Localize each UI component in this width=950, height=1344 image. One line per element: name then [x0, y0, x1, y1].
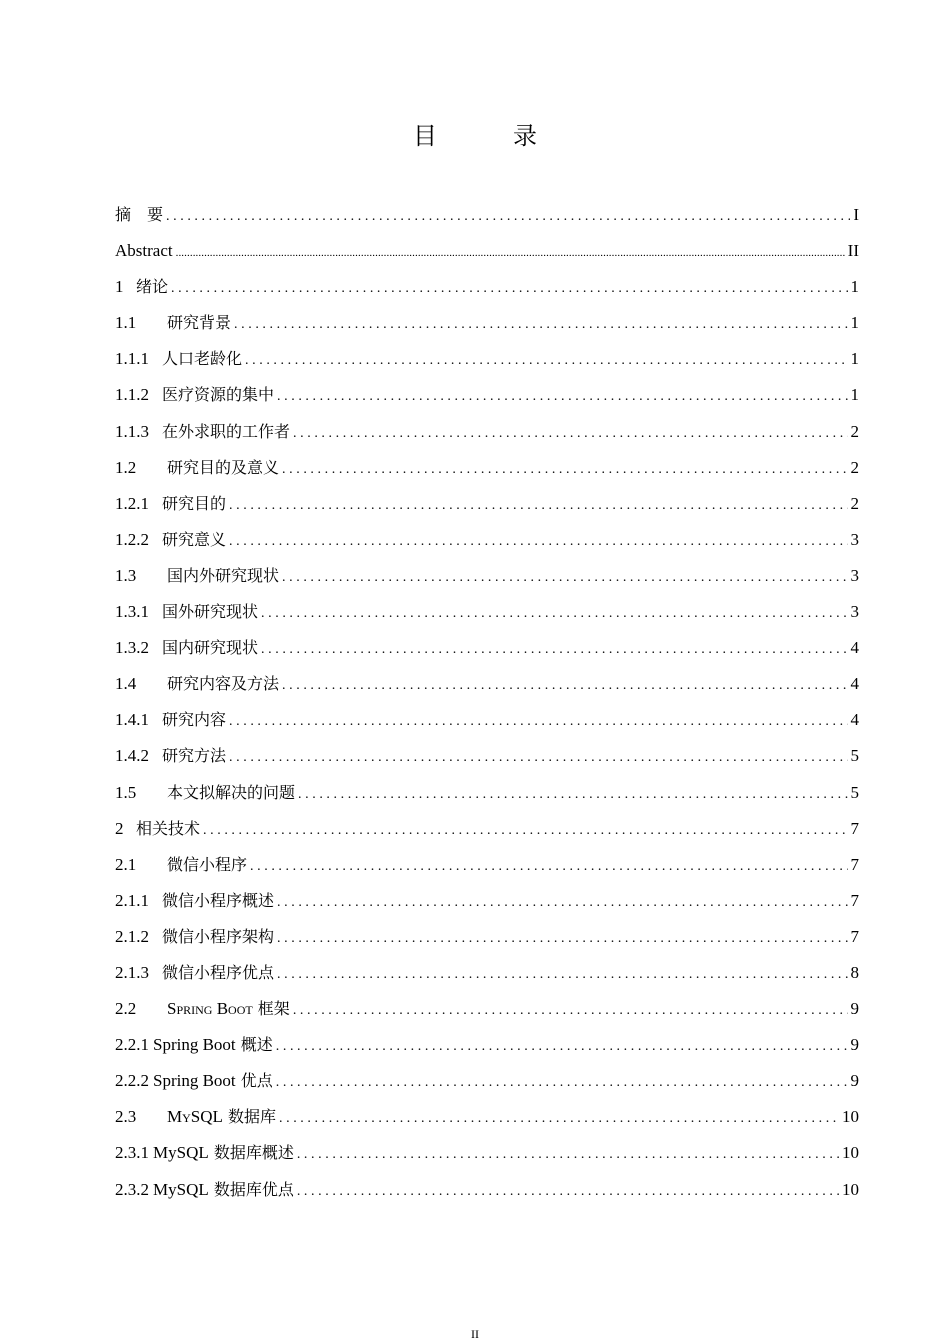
toc-entry-page: 2	[850, 421, 859, 441]
toc-entry-page: 2	[850, 493, 859, 513]
toc-entry-number: 1.4.2	[115, 746, 149, 766]
toc-dot-leader	[250, 849, 847, 885]
toc-entry-title-text: 概述	[235, 1035, 273, 1055]
toc-entry-title	[162, 702, 226, 738]
toc-entry-page: 9	[850, 1071, 859, 1091]
toc-dot-leader	[298, 777, 847, 813]
toc-entry[interactable]	[115, 594, 859, 630]
toc-entry-title	[167, 666, 279, 702]
toc-dot-leader	[276, 1029, 848, 1065]
toc-entry-number: 2.1	[115, 854, 137, 874]
toc-entry[interactable]	[115, 991, 859, 1027]
toc-entry[interactable]	[115, 414, 859, 450]
toc-entry[interactable]	[115, 1172, 859, 1208]
toc-entry-title	[167, 450, 279, 486]
toc-dot-leader	[261, 632, 847, 668]
toc-entry-title-text: 数据库优点	[208, 1179, 294, 1199]
toc-entry[interactable]	[115, 486, 859, 522]
toc-entry-number: 2.2.2	[115, 1071, 149, 1091]
toc-entry-title-text: 在外求职的工作者	[162, 421, 291, 441]
table-of-contents	[115, 197, 859, 1208]
toc-entry-number: 2.2.1	[115, 1035, 149, 1055]
toc-dot-leader	[282, 560, 847, 596]
toc-entry-title	[162, 486, 226, 522]
toc-entry-page: 10	[842, 1107, 859, 1127]
toc-entry-page: 8	[850, 962, 859, 982]
toc-entry-title	[153, 1135, 294, 1171]
toc-dot-leader	[297, 1137, 839, 1173]
toc-entry[interactable]	[115, 666, 859, 702]
toc-dot-leader	[229, 704, 847, 740]
toc-entry-number: 1	[115, 277, 124, 297]
toc-entry-title-term: Spring Boot	[167, 999, 253, 1019]
toc-entry-title-text: 国外研究现状	[162, 602, 259, 622]
toc-entry-number: 1.4	[115, 674, 137, 694]
toc-entry-title-text: 研究内容及方法	[167, 674, 280, 694]
toc-entry-title-text: 国内外研究现状	[167, 565, 280, 585]
toc-entry-title-text: 研究目的	[162, 493, 227, 513]
toc-entry-title-text: 研究目的及意义	[167, 457, 280, 477]
toc-dot-leader	[279, 1101, 839, 1137]
toc-entry-page: 7	[850, 854, 859, 874]
toc-dot-leader	[176, 235, 845, 271]
toc-entry-title	[167, 1099, 276, 1135]
toc-entry[interactable]	[115, 1099, 859, 1135]
toc-entry-page: 9	[850, 1035, 859, 1055]
toc-entry-title-term: MySQL	[167, 1107, 223, 1127]
toc-entry-title	[162, 883, 274, 919]
toc-entry-title-text: 数据库	[222, 1107, 276, 1127]
toc-entry-title-text: 研究意义	[162, 529, 227, 549]
toc-dot-leader	[166, 199, 850, 235]
toc-entry[interactable]	[115, 811, 859, 847]
toc-entry-page: 9	[850, 999, 859, 1019]
toc-entry-title	[167, 775, 295, 811]
toc-dot-leader	[261, 596, 847, 632]
toc-entry[interactable]	[115, 522, 859, 558]
toc-entry-title	[115, 197, 163, 233]
toc-entry-title	[167, 991, 290, 1027]
toc-entry-title	[167, 305, 231, 341]
toc-entry-title-text: 国内研究现状	[162, 638, 259, 658]
toc-entry[interactable]	[115, 883, 859, 919]
toc-entry-title	[162, 377, 274, 413]
toc-entry-number: 1.5	[115, 782, 137, 802]
toc-entry-page: 1	[850, 313, 859, 333]
toc-entry-number: 1.2.1	[115, 493, 149, 513]
toc-entry-title-text: 医疗资源的集中	[162, 385, 275, 405]
toc-entry-title	[162, 738, 226, 774]
toc-dot-leader	[293, 416, 847, 452]
toc-entry-title	[162, 594, 258, 630]
toc-entry-number: 1.1	[115, 313, 137, 333]
toc-entry-title	[162, 341, 242, 377]
toc-entry-page: II	[847, 241, 859, 261]
toc-entry-title-text: 本文拟解决的问题	[167, 782, 296, 802]
toc-entry-number: 2.3.1	[115, 1143, 149, 1163]
toc-entry-number: 1.1.3	[115, 421, 149, 441]
toc-entry-title-text: 人口老龄化	[162, 349, 243, 369]
toc-entry-number: 1.1.2	[115, 385, 149, 405]
toc-entry-title	[162, 955, 274, 991]
toc-entry-number: 2	[115, 818, 124, 838]
toc-entry-title	[153, 1172, 294, 1208]
toc-entry-title-text: 优点	[235, 1071, 273, 1091]
toc-entry-number: 1.2	[115, 457, 137, 477]
toc-entry-title-text: 微信小程序优点	[162, 962, 275, 982]
toc-entry[interactable]	[115, 305, 859, 341]
toc-dot-leader	[171, 271, 847, 307]
toc-entry-title-text: 研究方法	[162, 746, 227, 766]
toc-entry-title-text: 数据库概述	[208, 1143, 294, 1163]
toc-entry-page: 7	[850, 890, 859, 910]
toc-dot-leader	[276, 1065, 848, 1101]
toc-entry-number: 1.3.2	[115, 638, 149, 658]
toc-entry-page: 4	[850, 710, 859, 730]
toc-entry[interactable]	[115, 1135, 859, 1171]
toc-entry-number: 2.1.1	[115, 890, 149, 910]
toc-entry-title-term: MySQL	[153, 1179, 209, 1199]
toc-entry[interactable]	[115, 738, 859, 774]
toc-entry-page: 5	[850, 746, 859, 766]
toc-entry-title	[136, 811, 200, 847]
toc-entry[interactable]	[115, 377, 859, 413]
toc-entry[interactable]	[115, 702, 859, 738]
toc-entry-title	[136, 269, 168, 305]
toc-dot-leader	[229, 488, 847, 524]
toc-entry-title	[153, 1027, 273, 1063]
toc-entry-title-text: 研究背景	[167, 313, 232, 333]
page-number-footer: II	[471, 1327, 479, 1341]
toc-entry-title	[167, 558, 279, 594]
toc-entry-title-text: 相关技术	[136, 818, 201, 838]
toc-entry[interactable]	[115, 919, 859, 955]
toc-entry-title	[167, 847, 247, 883]
toc-entry[interactable]	[115, 197, 859, 233]
toc-entry[interactable]	[115, 341, 859, 377]
toc-dot-leader	[229, 524, 847, 560]
toc-entry-page: 4	[850, 674, 859, 694]
page-title: 目 录	[413, 122, 563, 150]
toc-entry[interactable]	[115, 630, 859, 666]
toc-dot-leader	[245, 343, 847, 379]
toc-entry-title-term: Spring Boot	[153, 1035, 236, 1055]
toc-entry-title-text: 微信小程序架构	[162, 926, 275, 946]
toc-entry-title-text: 框架	[252, 999, 290, 1019]
toc-dot-leader	[277, 921, 847, 957]
toc-entry[interactable]	[115, 775, 859, 811]
toc-dot-leader	[203, 813, 847, 849]
toc-entry-page: I	[853, 205, 859, 224]
toc-entry-page: 10	[842, 1143, 859, 1163]
toc-entry-title-text: 微信小程序	[167, 854, 248, 874]
toc-entry-title-term: Spring Boot	[153, 1071, 236, 1091]
toc-entry-number: 2.1.3	[115, 962, 149, 982]
toc-entry-number: 1.4.1	[115, 710, 149, 730]
toc-dot-leader	[297, 1174, 839, 1210]
toc-entry-title	[162, 522, 226, 558]
toc-entry-title	[153, 1063, 273, 1099]
toc-entry[interactable]	[115, 269, 859, 305]
toc-entry[interactable]	[115, 558, 859, 594]
toc-entry-number: 1.2.2	[115, 529, 149, 549]
toc-entry-title-text: 微信小程序概述	[162, 890, 275, 910]
toc-entry-title-text: 绪论	[136, 277, 169, 297]
toc-entry[interactable]	[115, 233, 859, 269]
toc-entry-page: 7	[850, 926, 859, 946]
toc-entry-page: 1	[850, 385, 859, 405]
toc-dot-leader	[293, 993, 848, 1029]
toc-entry[interactable]	[115, 955, 859, 991]
toc-entry-page: 3	[850, 565, 859, 585]
toc-entry-page: 4	[850, 638, 859, 658]
toc-entry-page: 10	[842, 1179, 859, 1199]
toc-entry-page: 1	[850, 277, 859, 297]
toc-entry[interactable]	[115, 450, 859, 486]
toc-dot-leader	[277, 957, 847, 993]
toc-entry-number: 1.3.1	[115, 602, 149, 622]
toc-dot-leader	[277, 885, 847, 921]
toc-entry-page: 3	[850, 602, 859, 622]
toc-entry-number: 1.3	[115, 565, 137, 585]
toc-entry-page: 3	[850, 529, 859, 549]
toc-entry-title	[162, 919, 274, 955]
toc-dot-leader	[229, 740, 847, 776]
toc-entry[interactable]	[115, 1027, 859, 1063]
toc-entry-number: 1.1.1	[115, 349, 149, 369]
toc-entry-page: 1	[850, 349, 859, 369]
toc-entry-page: 5	[850, 782, 859, 802]
toc-entry-title	[162, 414, 290, 450]
toc-entry[interactable]	[115, 1063, 859, 1099]
toc-entry[interactable]	[115, 847, 859, 883]
toc-entry-number: 2.3	[115, 1107, 137, 1127]
toc-dot-leader	[282, 668, 847, 704]
toc-entry-title-term: MySQL	[153, 1143, 209, 1163]
toc-dot-leader	[234, 307, 847, 343]
toc-entry-title	[115, 233, 173, 269]
toc-entry-page: 2	[850, 457, 859, 477]
toc-entry-title-text: Abstract	[115, 241, 173, 261]
toc-entry-number: 2.1.2	[115, 926, 149, 946]
toc-entry-page: 7	[850, 818, 859, 838]
toc-entry-title-text: 研究内容	[162, 710, 227, 730]
toc-entry-number: 2.3.2	[115, 1179, 149, 1199]
toc-entry-number: 2.2	[115, 999, 137, 1019]
toc-entry-title	[162, 630, 258, 666]
toc-dot-leader	[277, 379, 847, 415]
toc-dot-leader	[282, 452, 847, 488]
toc-entry-title-text: 摘 要	[115, 205, 164, 224]
